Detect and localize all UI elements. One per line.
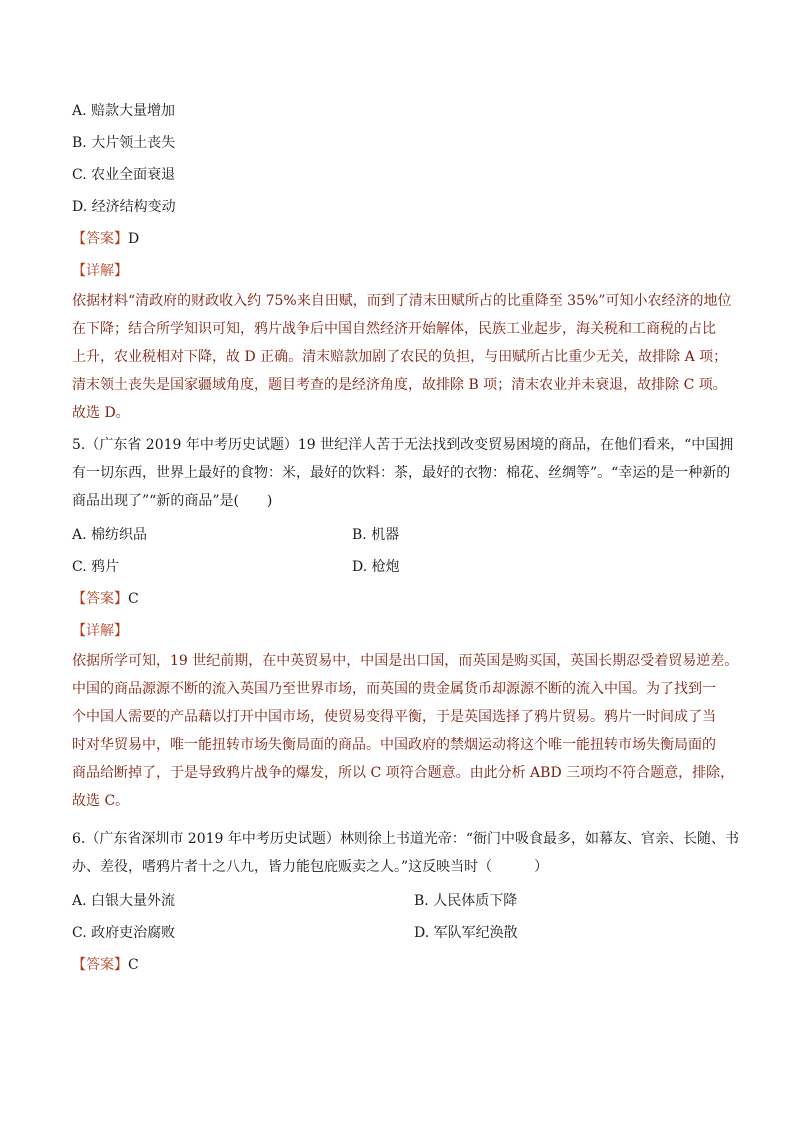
q5-answer — [72, 588, 139, 610]
q5-explanation-line: 故选 C。 — [72, 793, 130, 809]
q6-stem-line: 办、差役，嗜鸦片者十之八九，皆力能包庇贩卖之人。”这反映当时（ ） — [72, 859, 549, 875]
answer-tag: 【答案】 — [72, 231, 128, 247]
q4-answer — [72, 228, 139, 250]
q6-option-a: A. 白银大量外流 — [72, 893, 176, 909]
answer-value: C — [128, 957, 139, 973]
answer-value: D — [128, 231, 140, 247]
q4-explanation-line: 依据材料“清政府的财政收入约 75%来自田赋，而到了清末田赋所占的比重降至 35%”可知小农经济的地位 — [72, 293, 732, 309]
q4-option-c: C. 农业全面衰退 — [72, 167, 176, 183]
q6-option-d: D. 军队军纪涣散 — [414, 925, 518, 941]
q5-detail-tag: 【详解】 — [72, 623, 128, 639]
q5-stem-line: 有一切东西，世界上最好的食物：米，最好的饮料：茶，最好的衣物：棉花、丝绸等”。“幸运的是一种新的 — [72, 465, 731, 481]
answer-tag: 【答案】 — [72, 957, 128, 973]
q6-option-b: B. 人民体质下降 — [414, 893, 518, 909]
q5-option-c: C. 鸦片 — [72, 559, 120, 575]
q4-explanation-line: 在下降；结合所学知识可知，鸦片战争后中国自然经济开始解体，民族工业起步，海关税和工商税的占比 — [72, 321, 716, 337]
q5-explanation-line: 中国的商品源源不断的流入英国乃至世界市场，而英国的贵金属货币却源源不断的流入中国。为了找到一 — [72, 681, 716, 697]
answer-value: C — [128, 591, 139, 607]
q4-option-b: B. 大片领土丧失 — [72, 135, 176, 151]
q5-stem-line: 5.（广东省 2019 年中考历史试题）19 世纪洋人苦于无法找到改变贸易困境的商品，在他们看来，“中国拥 — [72, 437, 734, 453]
q5-option-d: D. 枪炮 — [352, 559, 400, 575]
q6-answer — [72, 954, 139, 976]
q4-explanation-line: 故选 D。 — [72, 405, 130, 421]
q4-detail-tag: 【详解】 — [72, 263, 128, 279]
q5-explanation-line: 依据所学可知，19 世纪前期，在中英贸易中，中国是出口国，而英国是购买国，英国长期忍受着贸易逆差。 — [72, 653, 739, 669]
q5-explanation-line: 商品给断掉了，于是导致鸦片战争的爆发，所以 C 项符合题意。由此分析 ABD 三项均不符合题意，排除， — [72, 765, 735, 781]
q6-stem-line: 6.（广东省深圳市 2019 年中考历史试题）林则徐上书道光帝：“衙门中吸食最多，如幕友、官亲、长随、书 — [72, 831, 740, 847]
q5-stem-line: 商品出现了”“新的商品”是( ) — [72, 493, 273, 509]
q5-option-b: B. 机器 — [352, 527, 400, 543]
q5-option-a: A. 棉纺织品 — [72, 527, 148, 543]
q5-explanation-line: 个中国人需要的产品藉以打开中国市场，使贸易变得平衡，于是英国选择了鸦片贸易。鸦片一时间成了当 — [72, 709, 716, 725]
q4-option-a: A. 赔款大量增加 — [72, 103, 176, 119]
answer-tag: 【答案】 — [72, 591, 128, 607]
q5-explanation-line: 时对华贸易中，唯一能扭转市场失衡局面的商品。中国政府的禁烟运动将这个唯一能扭转市场失衡局面的 — [72, 737, 716, 753]
q4-explanation-line: 清末领土丧失是国家疆域角度，题目考查的是经济角度，故排除 B 项；清末农业并未衰退，故排除 C 项。 — [72, 377, 727, 393]
q6-option-c: C. 政府吏治腐败 — [72, 925, 176, 941]
q4-option-d: D. 经济结构变动 — [72, 199, 176, 215]
q4-explanation-line: 上升，农业税相对下降，故 D 正确。清末赔款加剧了农民的负担，与田赋所占比重少无关，故排除 A 项； — [72, 349, 728, 365]
